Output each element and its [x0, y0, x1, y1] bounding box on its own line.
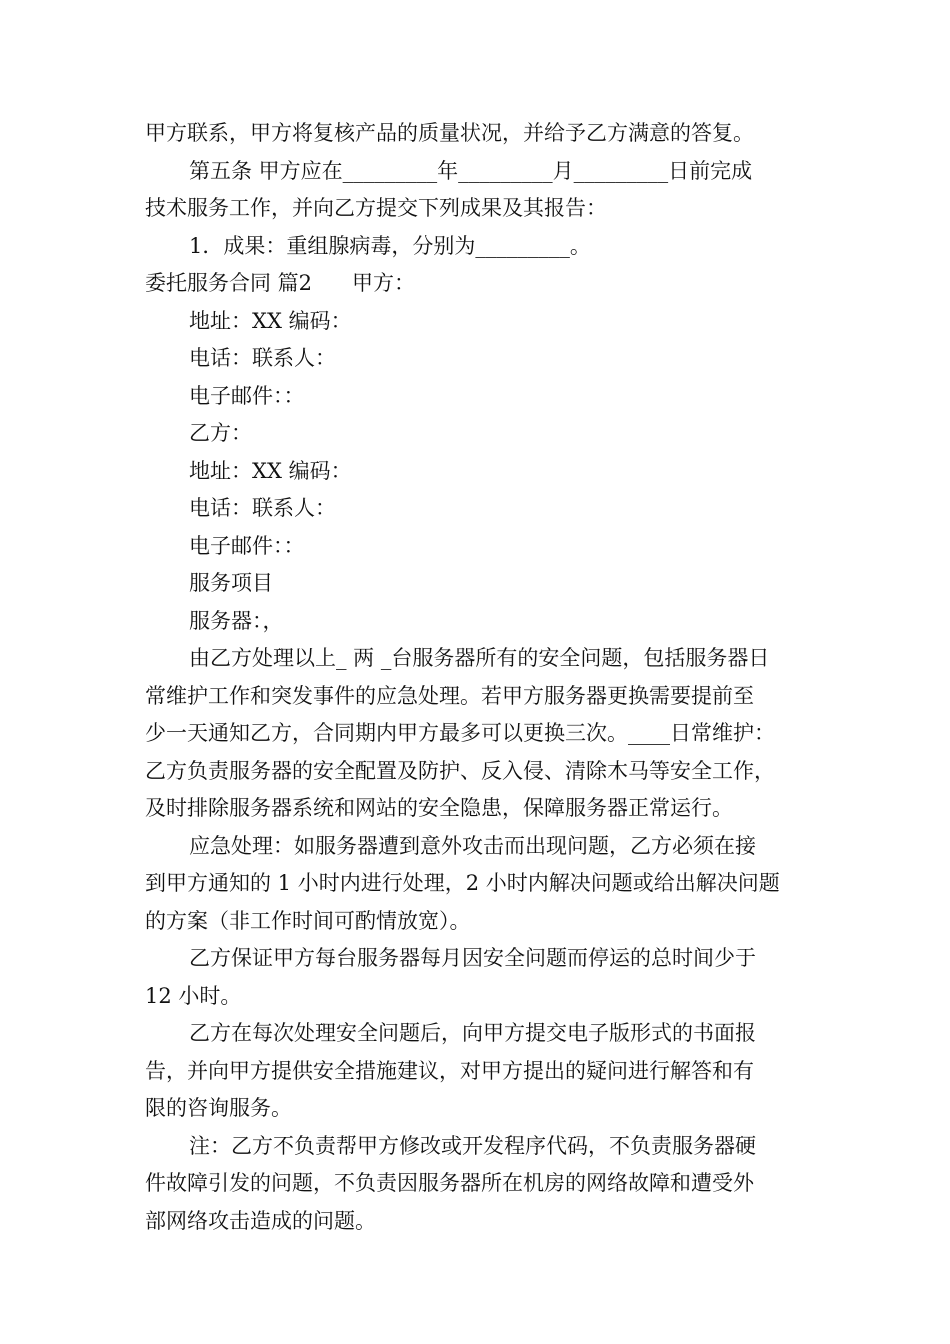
line-text: 及时排除服务器系统和网站的安全隐患，保障服务器正常运行。 [145, 796, 733, 820]
document-line [145, 940, 817, 978]
line-text: 12 小时。 [145, 983, 242, 1008]
line-text: 1．成果：重组腺病毒，分别为_________。 [189, 233, 591, 258]
document-line [145, 340, 817, 378]
document-line [145, 378, 817, 416]
line-text: 电话：联系人： [189, 346, 336, 370]
line-text: 由乙方处理以上_ 两 _台服务器所有的安全问题，包括服务器日 [189, 646, 770, 670]
document-line [145, 115, 817, 153]
line-text: 乙方在每次处理安全问题后，向甲方提交电子版形式的书面报 [189, 1021, 756, 1045]
document-line [145, 415, 817, 453]
line-text: 到甲方通知的 1 小时内进行处理，2 小时内解决问题或给出解决问题 [145, 871, 780, 895]
document-line [145, 453, 817, 491]
document-line [145, 565, 817, 603]
document-line [145, 1165, 817, 1203]
line-text: 第五条 甲方应在_________年_________月_________日前完成 [189, 158, 753, 183]
line-text: 应急处理：如服务器遭到意外攻击而出现问题，乙方必须在接 [189, 833, 756, 858]
line-text: 限的咨询服务。 [145, 1096, 292, 1120]
document-line [145, 490, 817, 528]
document-line [145, 978, 817, 1016]
line-text: 电子邮件：： [189, 533, 305, 558]
document-line [145, 1128, 817, 1166]
line-suffix-text: 甲方： [352, 271, 416, 295]
document-line [145, 715, 817, 753]
line-text: 注：乙方不负责帮甲方修改或开发程序代码，不负责服务器硬 [189, 1133, 756, 1158]
document-line [145, 603, 817, 641]
line-text: 委托服务合同 篇2 [145, 271, 313, 295]
line-text: 乙方： [189, 421, 252, 445]
line-text: 甲方联系，甲方将复核产品的质量状况，并给予乙方满意的答复。 [145, 121, 754, 145]
line-text: 告，并向甲方提供安全措施建议，对甲方提出的疑问进行解答和有 [145, 1058, 754, 1083]
line-text: 件故障引发的问题，不负责因服务器所在机房的网络故障和遭受外 [145, 1171, 754, 1195]
document-line [145, 678, 817, 716]
line-text: 乙方保证甲方每台服务器每月因安全问题而停运的总时间少于 [189, 946, 756, 970]
line-text: 常维护工作和突发事件的应急处理。若甲方服务器更换需要提前至 [145, 683, 754, 708]
line-text: 的方案（非工作时间可酌情放宽）。 [145, 908, 471, 933]
document-line [145, 1203, 817, 1241]
document-line [145, 528, 817, 566]
document-line [145, 265, 817, 303]
document-line [145, 1015, 817, 1053]
document-body [145, 115, 817, 1240]
line-text: 地址：XX 编码： [189, 308, 352, 333]
document-line [145, 228, 817, 266]
line-text: 部网络攻击造成的问题。 [145, 1208, 376, 1233]
document-line [145, 153, 817, 191]
document-line [145, 190, 817, 228]
line-text: 技术服务工作，并向乙方提交下列成果及其报告： [145, 196, 607, 220]
document-line [145, 903, 817, 941]
line-text: 电话：联系人： [189, 496, 336, 520]
document-line [145, 865, 817, 903]
document-line [145, 790, 817, 828]
document-line [145, 1090, 817, 1128]
line-text: 服务器：， [189, 608, 284, 633]
document-line [145, 753, 817, 791]
line-text: 地址：XX 编码： [189, 458, 352, 483]
line-text: 电子邮件：： [189, 383, 305, 408]
document-line [145, 828, 817, 866]
document-line [145, 303, 817, 341]
document-line [145, 1053, 817, 1091]
line-text: 乙方负责服务器的安全配置及防护、反入侵、清除木马等安全工作， [145, 758, 775, 783]
line-text: 服务项目 [189, 571, 273, 595]
line-text: 少一天通知乙方，合同期内甲方最多可以更换三次。____日常维护： [145, 721, 775, 745]
document-line [145, 640, 817, 678]
